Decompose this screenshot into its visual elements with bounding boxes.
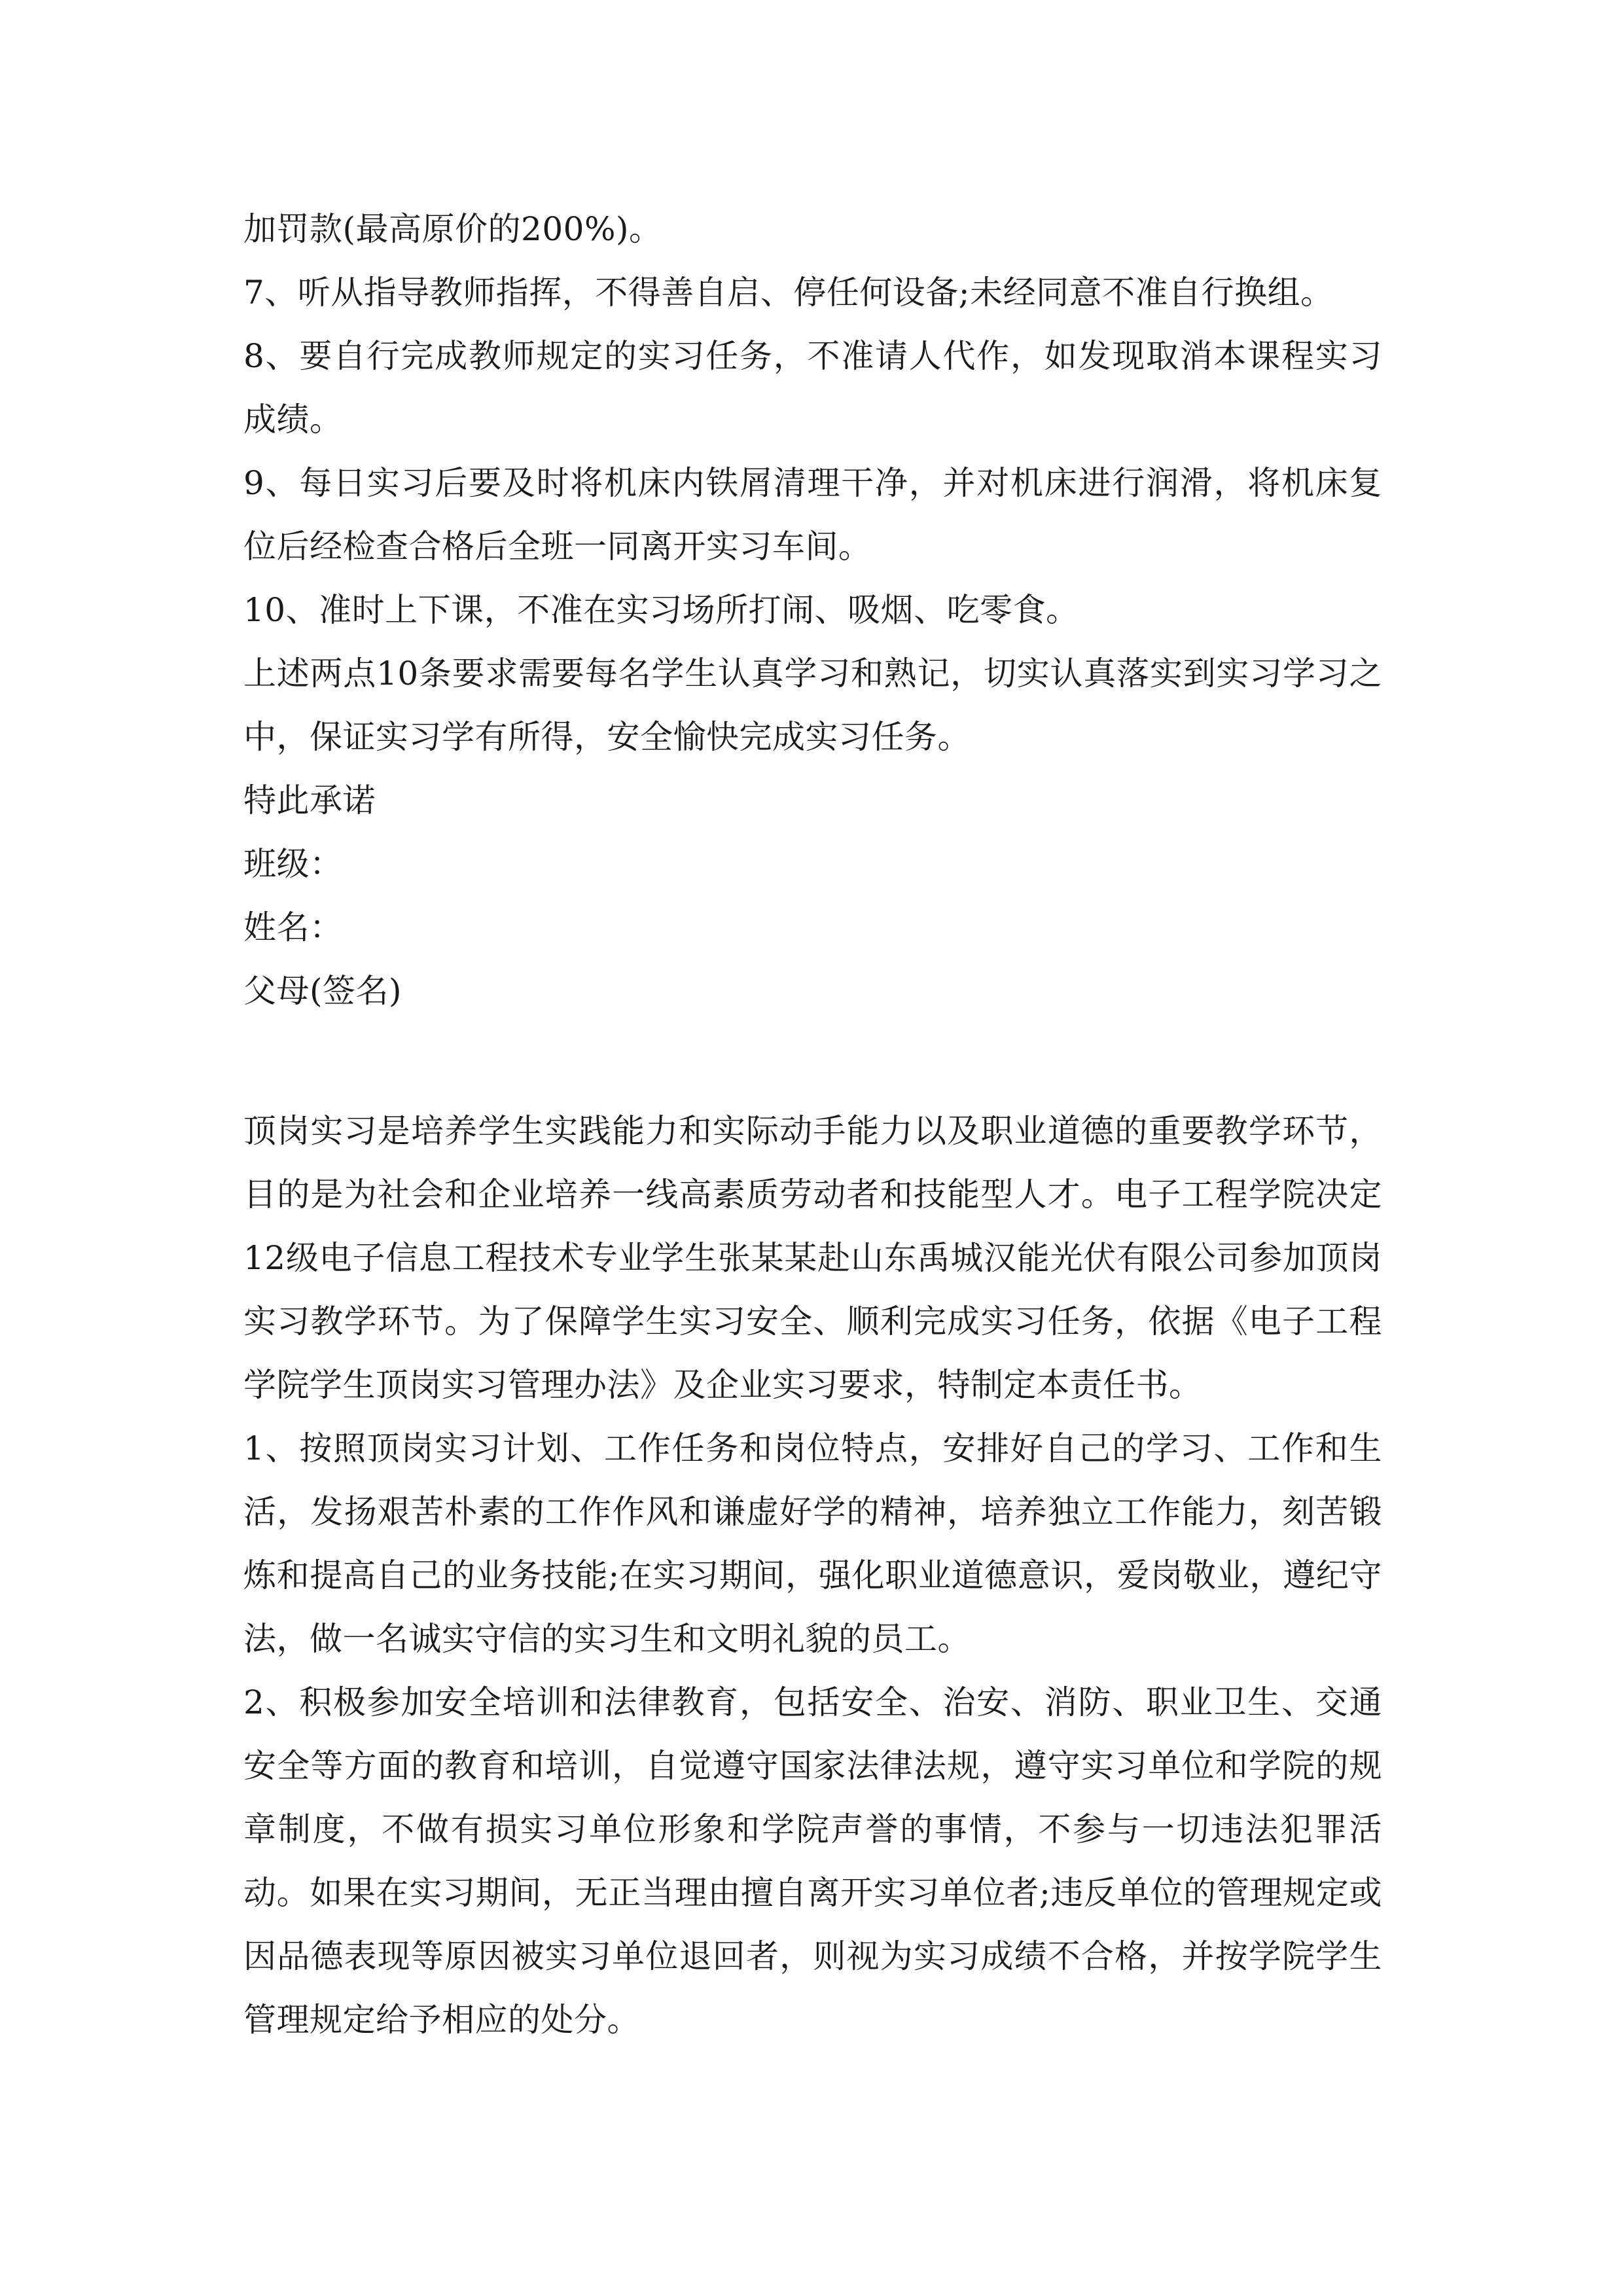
rule-7: 7、听从指导教师指挥，不得善自启、停任何设备;未经同意不准自行换组。	[243, 274, 1334, 312]
summary-paragraph: 上述两点10条要求需要每名学生认真学习和熟记，切实认真落实到实习学习之中，保证实习学有所得，安全愉快完成实习任务。	[243, 655, 1382, 756]
class-field-label: 班级：	[243, 845, 343, 883]
name-field-label: 姓名：	[243, 908, 343, 946]
penalty-line: 加罚款(最高原价的200%)。	[243, 210, 662, 248]
rules-continuation-section	[243, 198, 1382, 1023]
clause-2: 2、积极参加安全培训和法律教育，包括安全、治安、消防、职业卫生、交通安全等方面的教育和培训，自觉遵守国家法律法规，遵守实习单位和学院的规章制度，不做有损实习单位形象和学院声誉的事情，不参与一切违法犯罪活动。如果在实习期间，无正当理由擅自离开实习单位者;违反单位的管理规定或因品德表现等原因被实习单位退回者，则视为实习成绩不合格，并按学院学生管理规定给予相应的处分。	[243, 1683, 1382, 2039]
intro-paragraph: 顶岗实习是培养学生实践能力和实际动手能力以及职业道德的重要教学环节，目的是为社会和企业培养一线高素质劳动者和技能型人才。电子工程学院决定12级电子信息工程技术专业学生张某某赴山东禹城汉能光伏有限公司参加顶岗实习教学环节。为了保障学生实习安全、顺利完成实习任务，依据《电子工程学院学生顶岗实习管理办法》及企业实习要求，特制定本责任书。	[243, 1112, 1382, 1404]
clause-1: 1、按照顶岗实习计划、工作任务和岗位特点，安排好自己的学习、工作和生活，发扬艰苦朴素的工作作风和谦虚好学的精神，培养独立工作能力，刻苦锻炼和提高自己的业务技能;在实习期间，强化职业道德意识，爱岗敬业，遵纪守法，做一名诚实守信的实习生和文明礼貌的员工。	[243, 1429, 1382, 1658]
parent-signature-label: 父母(签名)	[243, 972, 402, 1010]
rule-8: 8、要自行完成教师规定的实习任务，不准请人代作，如发现取消本课程实习成绩。	[243, 337, 1382, 439]
pledge-statement: 特此承诺	[243, 781, 376, 819]
rule-10: 10、准时上下课，不准在实习场所打闹、吸烟、吃零食。	[243, 591, 1079, 629]
internship-responsibility-section	[243, 1100, 1382, 2052]
rule-9: 9、每日实习后要及时将机床内铁屑清理干净，并对机床进行润滑，将机床复位后经检查合格后全班一同离开实习车间。	[243, 464, 1382, 565]
